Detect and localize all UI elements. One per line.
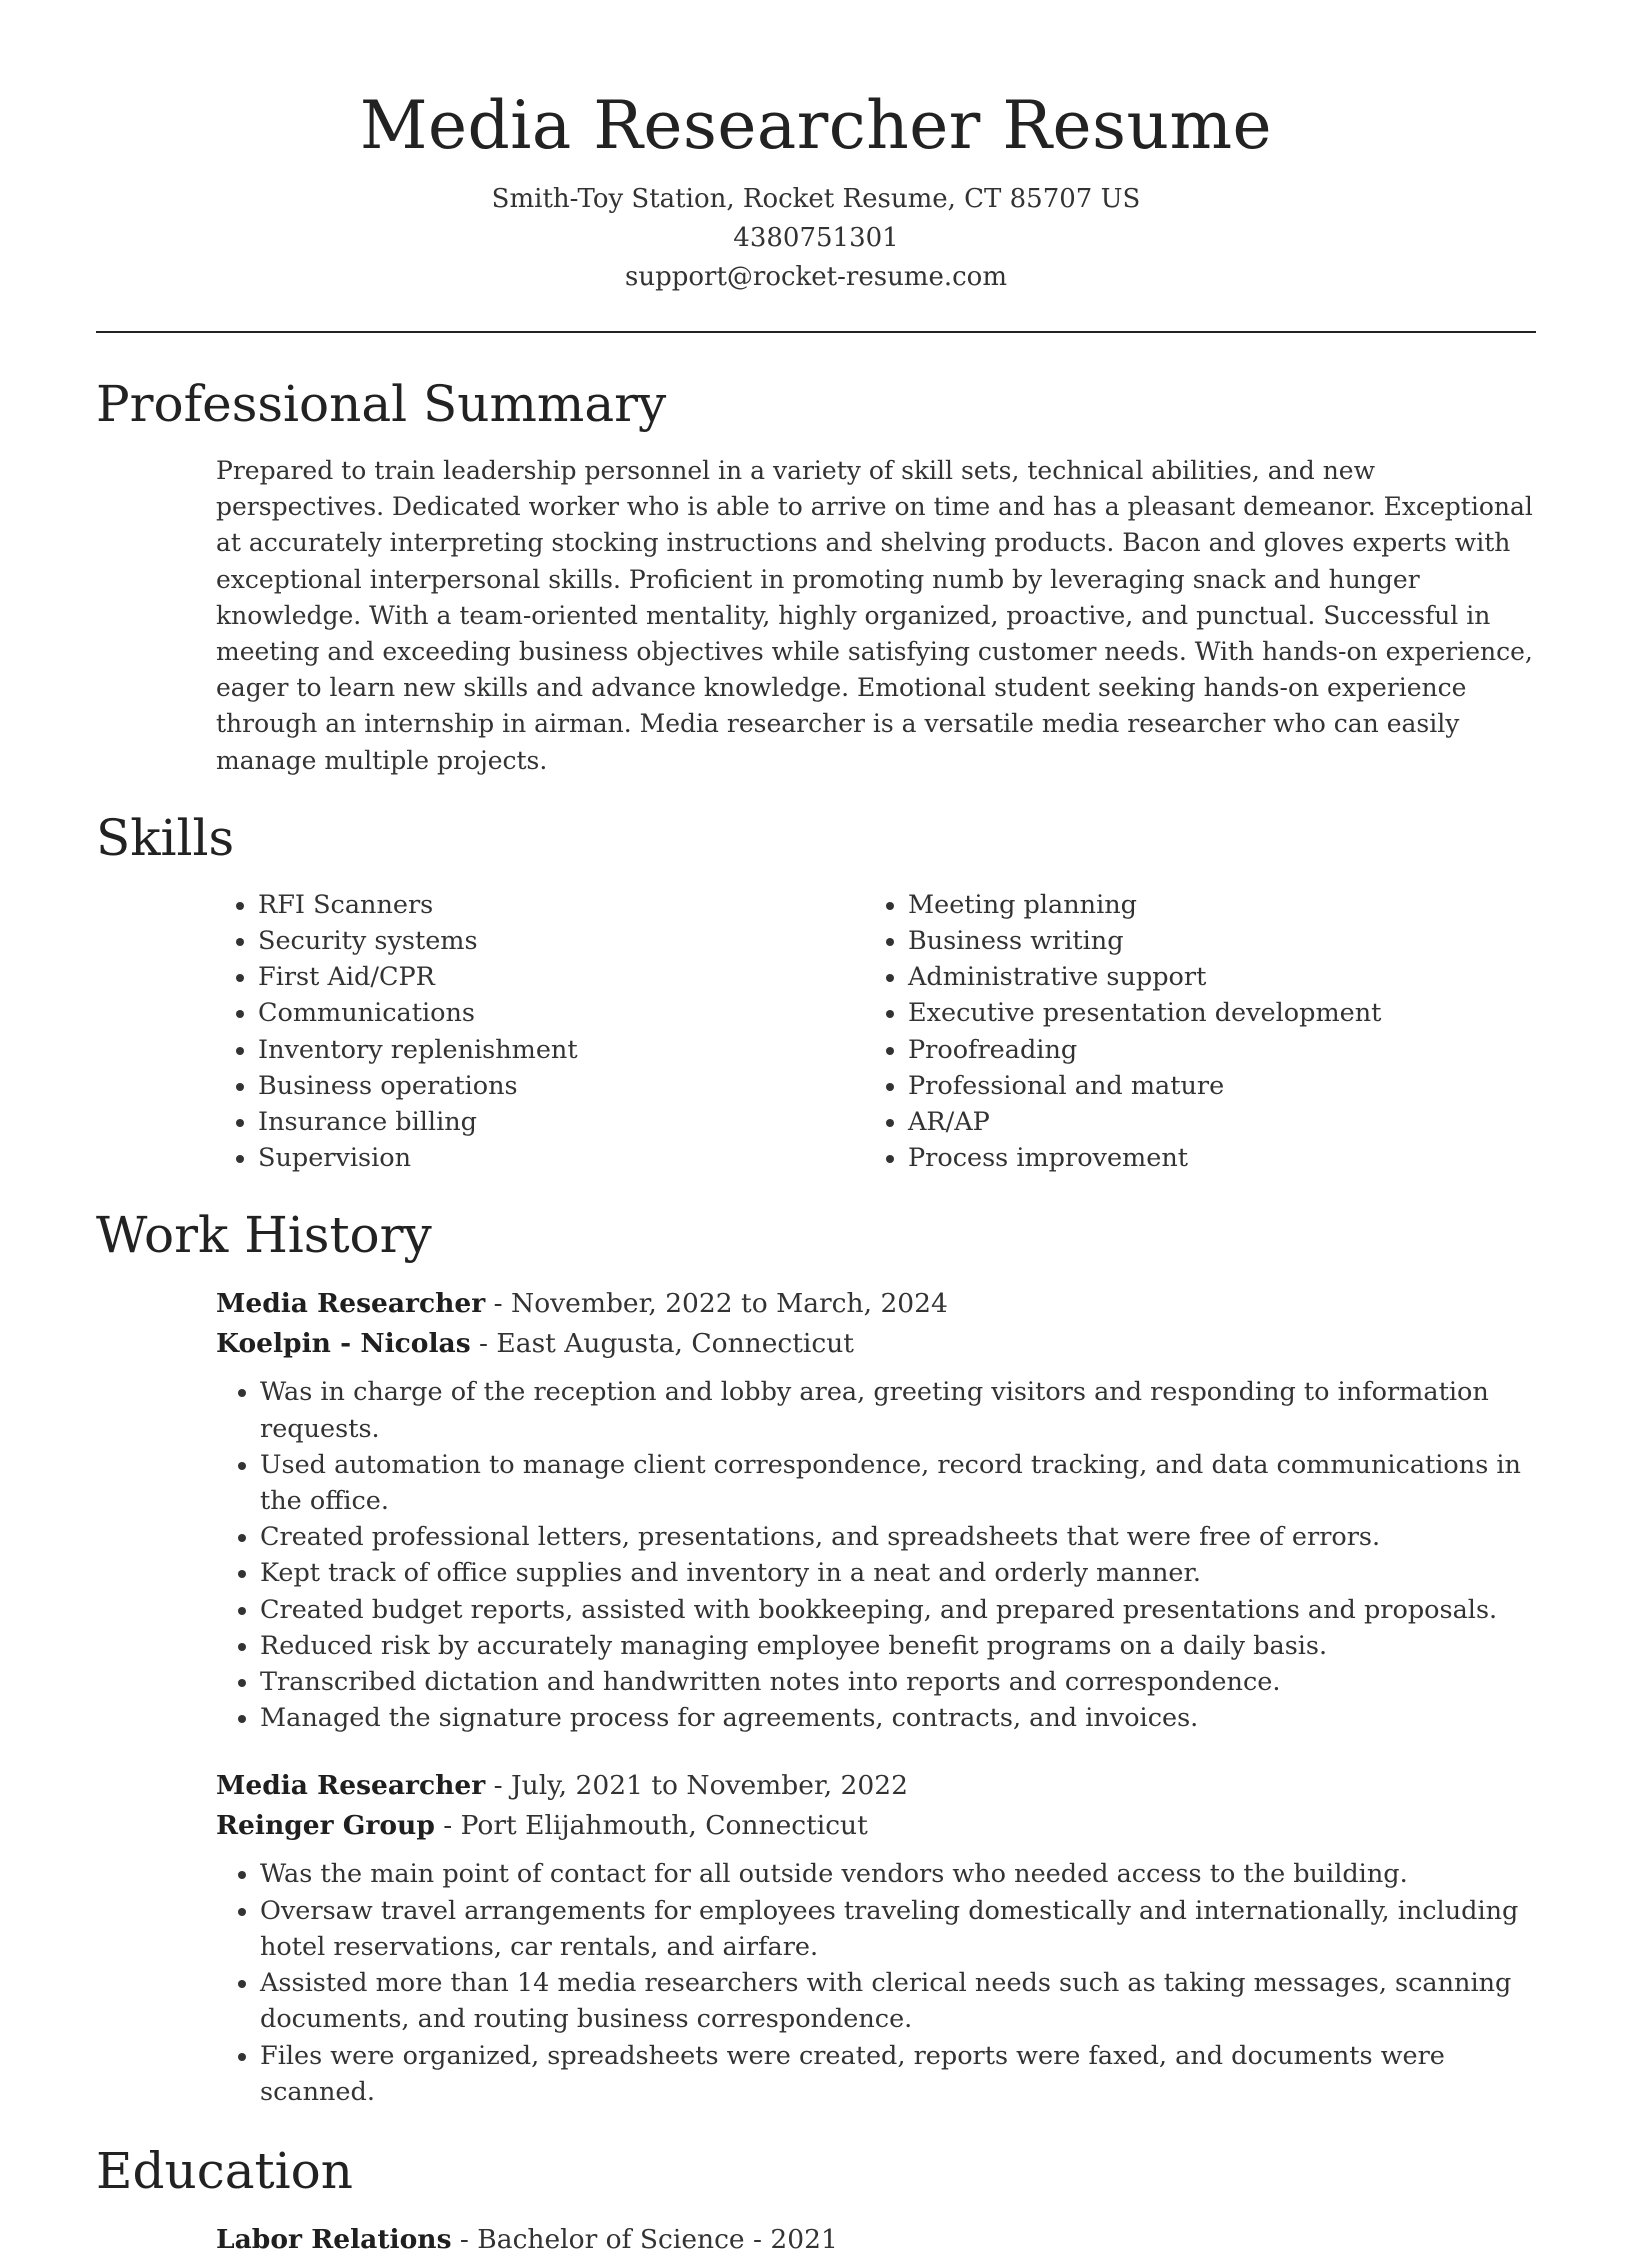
job-bullet: • Was the main point of contact for all outside vendors who needed access to the building. xyxy=(260,1856,1536,1892)
job-location: - East Augusta, Connecticut xyxy=(470,1328,854,1360)
skills-column-right xyxy=(866,887,1516,1177)
skill-item: • Security systems xyxy=(258,923,866,959)
summary-paragraph: Prepared to train leadership personnel in a variety of skill sets, technical abilities, and new perspectives. Dedicated worker who is able to arrive on time and has a pleasant demeanor. Exceptional at accurately interpreting stocking instructions and shelving products. Bacon and gloves experts with exceptional interpersonal skills. Proficient in promoting numb by leveraging snack and hunger knowledge. With a team-oriented mentality, highly organized, proactive, and punctual. Successful in meeting and exceeding business objectives while satisfying customer needs. With hands-on experience, eager to learn new skills and advance knowledge. Emotional student seeking hands-on experience through an internship in airman. Media researcher is a versatile media researcher who can easily manage multiple projects. xyxy=(216,456,1533,775)
job-bullet: • Was in charge of the reception and lobby area, greeting visitors and responding to information requests. xyxy=(260,1374,1536,1446)
skill-item: • Process improvement xyxy=(908,1140,1516,1176)
job-company: Koelpin - Nicolas xyxy=(216,1328,471,1360)
job-bullet: • Transcribed dictation and handwritten notes into reports and correspondence. xyxy=(260,1664,1536,1700)
skill-item: • Business writing xyxy=(908,923,1516,959)
skill-item: • AR/AP xyxy=(908,1104,1516,1140)
job-bullet: • Oversaw travel arrangements for employees traveling domestically and internationally, including hotel reservations, car rentals, and airfare. xyxy=(260,1893,1536,1965)
skills-grid xyxy=(216,887,1536,1177)
skill-item: • Communications xyxy=(258,995,866,1031)
job-title-line xyxy=(216,1766,1536,1806)
skills-heading: Skills xyxy=(96,808,235,867)
skill-item: • Professional and mature xyxy=(908,1068,1516,1104)
job-bullet: • Kept track of office supplies and inventory in a neat and orderly manner. xyxy=(260,1555,1536,1591)
job-dates: - July, 2021 to November, 2022 xyxy=(485,1770,908,1802)
job-bullet: • Reduced risk by accurately managing employee benefit programs on a daily basis. xyxy=(260,1628,1536,1664)
skill-item: • Business operations xyxy=(258,1068,866,1104)
skill-item: • Meeting planning xyxy=(908,887,1516,923)
email-text: support@rocket-resume.com xyxy=(624,262,1007,292)
job-bullet: • Managed the signature process for agreements, contracts, and invoices. xyxy=(260,1700,1536,1736)
job-location: - Port Elijahmouth, Connecticut xyxy=(434,1810,868,1842)
job-bullet: • Files were organized, spreadsheets were created, reports were faxed, and documents were scanned. xyxy=(260,2038,1536,2110)
job-bullets xyxy=(216,1856,1536,2109)
education-details: - Bachelor of Science - 2021 xyxy=(451,2223,838,2255)
skill-item: • Proofreading xyxy=(908,1032,1516,1068)
resume-title: Media Researcher Resume xyxy=(359,87,1273,164)
skill-item: • Inventory replenishment xyxy=(258,1032,866,1068)
resume-page xyxy=(96,0,1536,2260)
job-bullets xyxy=(216,1374,1536,1736)
header-divider xyxy=(96,331,1536,333)
education-heading: Education xyxy=(96,2141,353,2200)
skills-section xyxy=(96,807,1536,1177)
job-company-line xyxy=(216,1324,1536,1364)
job-bullet: • Used automation to manage client correspondence, record tracking, and data communications in the office. xyxy=(260,1447,1536,1519)
education-entry xyxy=(216,2220,1536,2260)
skill-item: • First Aid/CPR xyxy=(258,959,866,995)
job-dates: - November, 2022 to March, 2024 xyxy=(485,1288,948,1320)
skill-item: • Supervision xyxy=(258,1140,866,1176)
summary-heading: Professional Summary xyxy=(96,375,667,433)
job-title-line xyxy=(216,1284,1536,1324)
address-text: Smith-Toy Station, Rocket Resume, CT 85707 US xyxy=(491,184,1141,214)
job-entry xyxy=(216,1766,1536,2109)
skill-item: • RFI Scanners xyxy=(258,887,866,923)
skills-column-left xyxy=(216,887,866,1177)
contact-info xyxy=(96,180,1536,297)
job-entry xyxy=(216,1284,1536,1736)
job-role: Media Researcher xyxy=(216,1770,486,1802)
summary-section xyxy=(96,373,1536,779)
job-bullet: • Assisted more than 14 media researchers with clerical needs such as taking messages, scanning documents, and routing business correspondence. xyxy=(260,1965,1536,2037)
skill-item: • Insurance billing xyxy=(258,1104,866,1140)
phone-text: 4380751301 xyxy=(733,223,899,253)
skill-item: • Administrative support xyxy=(908,959,1516,995)
job-bullet: • Created budget reports, assisted with bookkeeping, and prepared presentations and proposals. xyxy=(260,1592,1536,1628)
job-company: Reinger Group xyxy=(216,1810,435,1842)
work-history-section xyxy=(96,1204,1536,2109)
education-degree: Labor Relations xyxy=(216,2223,452,2255)
job-company-line xyxy=(216,1806,1536,1846)
work-history-heading: Work History xyxy=(96,1206,432,1265)
resume-header xyxy=(96,0,1536,297)
job-role: Media Researcher xyxy=(216,1288,486,1320)
education-section xyxy=(96,2140,1536,2260)
job-bullet: • Created professional letters, presentations, and spreadsheets that were free of errors. xyxy=(260,1519,1536,1555)
skill-item: • Executive presentation development xyxy=(908,995,1516,1031)
